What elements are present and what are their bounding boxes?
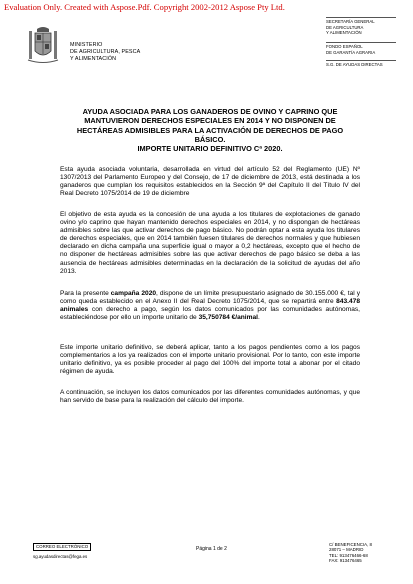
subdirection-box — [326, 60, 396, 68]
title-line: IMPORTE UNITARIO DEFINITIVO Cª 2020. — [137, 144, 283, 154]
budget-text: Para la presente — [60, 290, 111, 297]
objective-paragraph: El objetivo de esta ayuda es la concesión de una ayuda a los titulares de explotaciones de ganado ovino y/o caprino que hayan mantenido derechos especiales en 2014, y no dispongan de hectáreas admisibles sobre las que activar derechos de pago básico. No podrán optar a esta ayuda los titulares de derechos especiales, que en 2014 también fuesen titulares de derechos normales y que hubiesen declarado en dicha campaña una superficie igual o mayor a 0,2 hectáreas, excepto que el hecho de no disponer de hectáreas admisibles sobre las que activar derechos de pago básico se deba a las ausencia de hectáreas admisibles determinadas en la declaración de la solicitud de ayudas del año 2013. — [60, 211, 360, 275]
fega-line: FONDO ESPAÑOL — [326, 44, 363, 49]
title-line: HECTÁREAS ADMISIBLES PARA LA ACTIVACIÓN DE DERECHOS DE PAGO — [76, 125, 344, 135]
ministry-line: DE AGRICULTURA, PESCA — [70, 49, 141, 55]
intro-paragraph: Esta ayuda asociada voluntaria, desarrollada en virtud del artículo 52 del Reglamento (UE) Nº 1307/2013 del Parlamento Europeo y del Consejo, de 17 de diciembre de 2013, está destinada a los ganaderos que cumplan los requisitos establecidos en la Sección 9ª del Capítulo II del Título IV del Real Decreto 1075/2014 de 19 de diciembre — [60, 166, 360, 198]
ministry-line: MINISTERIO — [70, 42, 103, 48]
budget-text: , dispone de un límite presupuestario asignado de 30.155.000 €, tal y como queda establecido en el Anexo II del Real Decreto 1075/2014, que se repartirá entre — [60, 290, 361, 306]
unit-amount: 35,750784 €/animal — [198, 314, 258, 322]
footer-contact — [33, 542, 91, 562]
address-line: TEL: 913476466-68 — [329, 552, 368, 558]
title-line: BÁSICO. — [194, 134, 226, 144]
budget-paragraph — [60, 290, 360, 322]
ministry-line: Y ALIMENTACIÓN — [70, 56, 117, 62]
address-line: C/ BENEFICENCIA, 8 — [329, 542, 372, 547]
animal-count: 843.478 animales — [60, 298, 360, 314]
fega-box — [326, 42, 396, 55]
payment-paragraph: Este importe unitario definitivo, se deberá aplicar, tanto a los pagos pendientes como a los pagos complementarios a los ya realizados con el importe unitario provisional. Por lo tanto, con este importe unitario definitivo, ya es posible proceder al pago del 100% del importe total a abonar por el citado régimen de ayuda. — [60, 344, 360, 376]
fega-line: DE GARANTÍA AGRARIA — [326, 49, 376, 55]
ministry-name — [70, 42, 140, 63]
email-address[interactable]: sg.ayudasdirectas@fega.es — [33, 554, 88, 559]
secretaria-line: Y ALIMENTACIÓN — [326, 30, 362, 36]
secretaria-box — [326, 17, 396, 36]
title-line: AYUDA ASOCIADA PARA LOS GANADEROS DE OVINO Y CAPRINO QUE — [82, 107, 338, 116]
title-line: MANTUVIERON DERECHOS ESPECIALES EN 2014 Y NO DISPONEN DE — [84, 116, 336, 126]
document-title — [60, 107, 360, 153]
address-line: FAX: 913476465 — [329, 558, 362, 564]
campaign-year: campaña 2020 — [110, 290, 157, 297]
secretaria-line: DE AGRICULTURA — [326, 24, 364, 30]
evaluation-watermark: Evaluation Only. Created with Aspose.Pdf. Copyright 2002-2012 Aspose Pty Ltd. — [4, 2, 285, 12]
budget-text: . — [257, 314, 260, 322]
postal-address — [329, 542, 372, 564]
subdirection-line: S.G. DE AYUDAS DIRECTAS — [326, 62, 383, 67]
budget-text: con derecho a pago, según los datos comunicados por las comunidades autónomas, estableciéndose por ello un importe unitario de — [60, 306, 360, 322]
spain-coat-of-arms-icon — [26, 25, 60, 65]
secretaria-line: SECRETARÍA GENERAL — [326, 19, 375, 24]
address-line: 28071 – MADRID — [329, 547, 364, 553]
email-label: CORREO ELECTRÓNICO — [33, 543, 91, 551]
page-number: Página 1 de 2 — [196, 546, 227, 552]
data-intro-paragraph: A continuación, se incluyen los datos comunicados por las diferentes comunidades autónomas, y que han servido de base para la realización del cálculo del importe. — [60, 389, 360, 405]
